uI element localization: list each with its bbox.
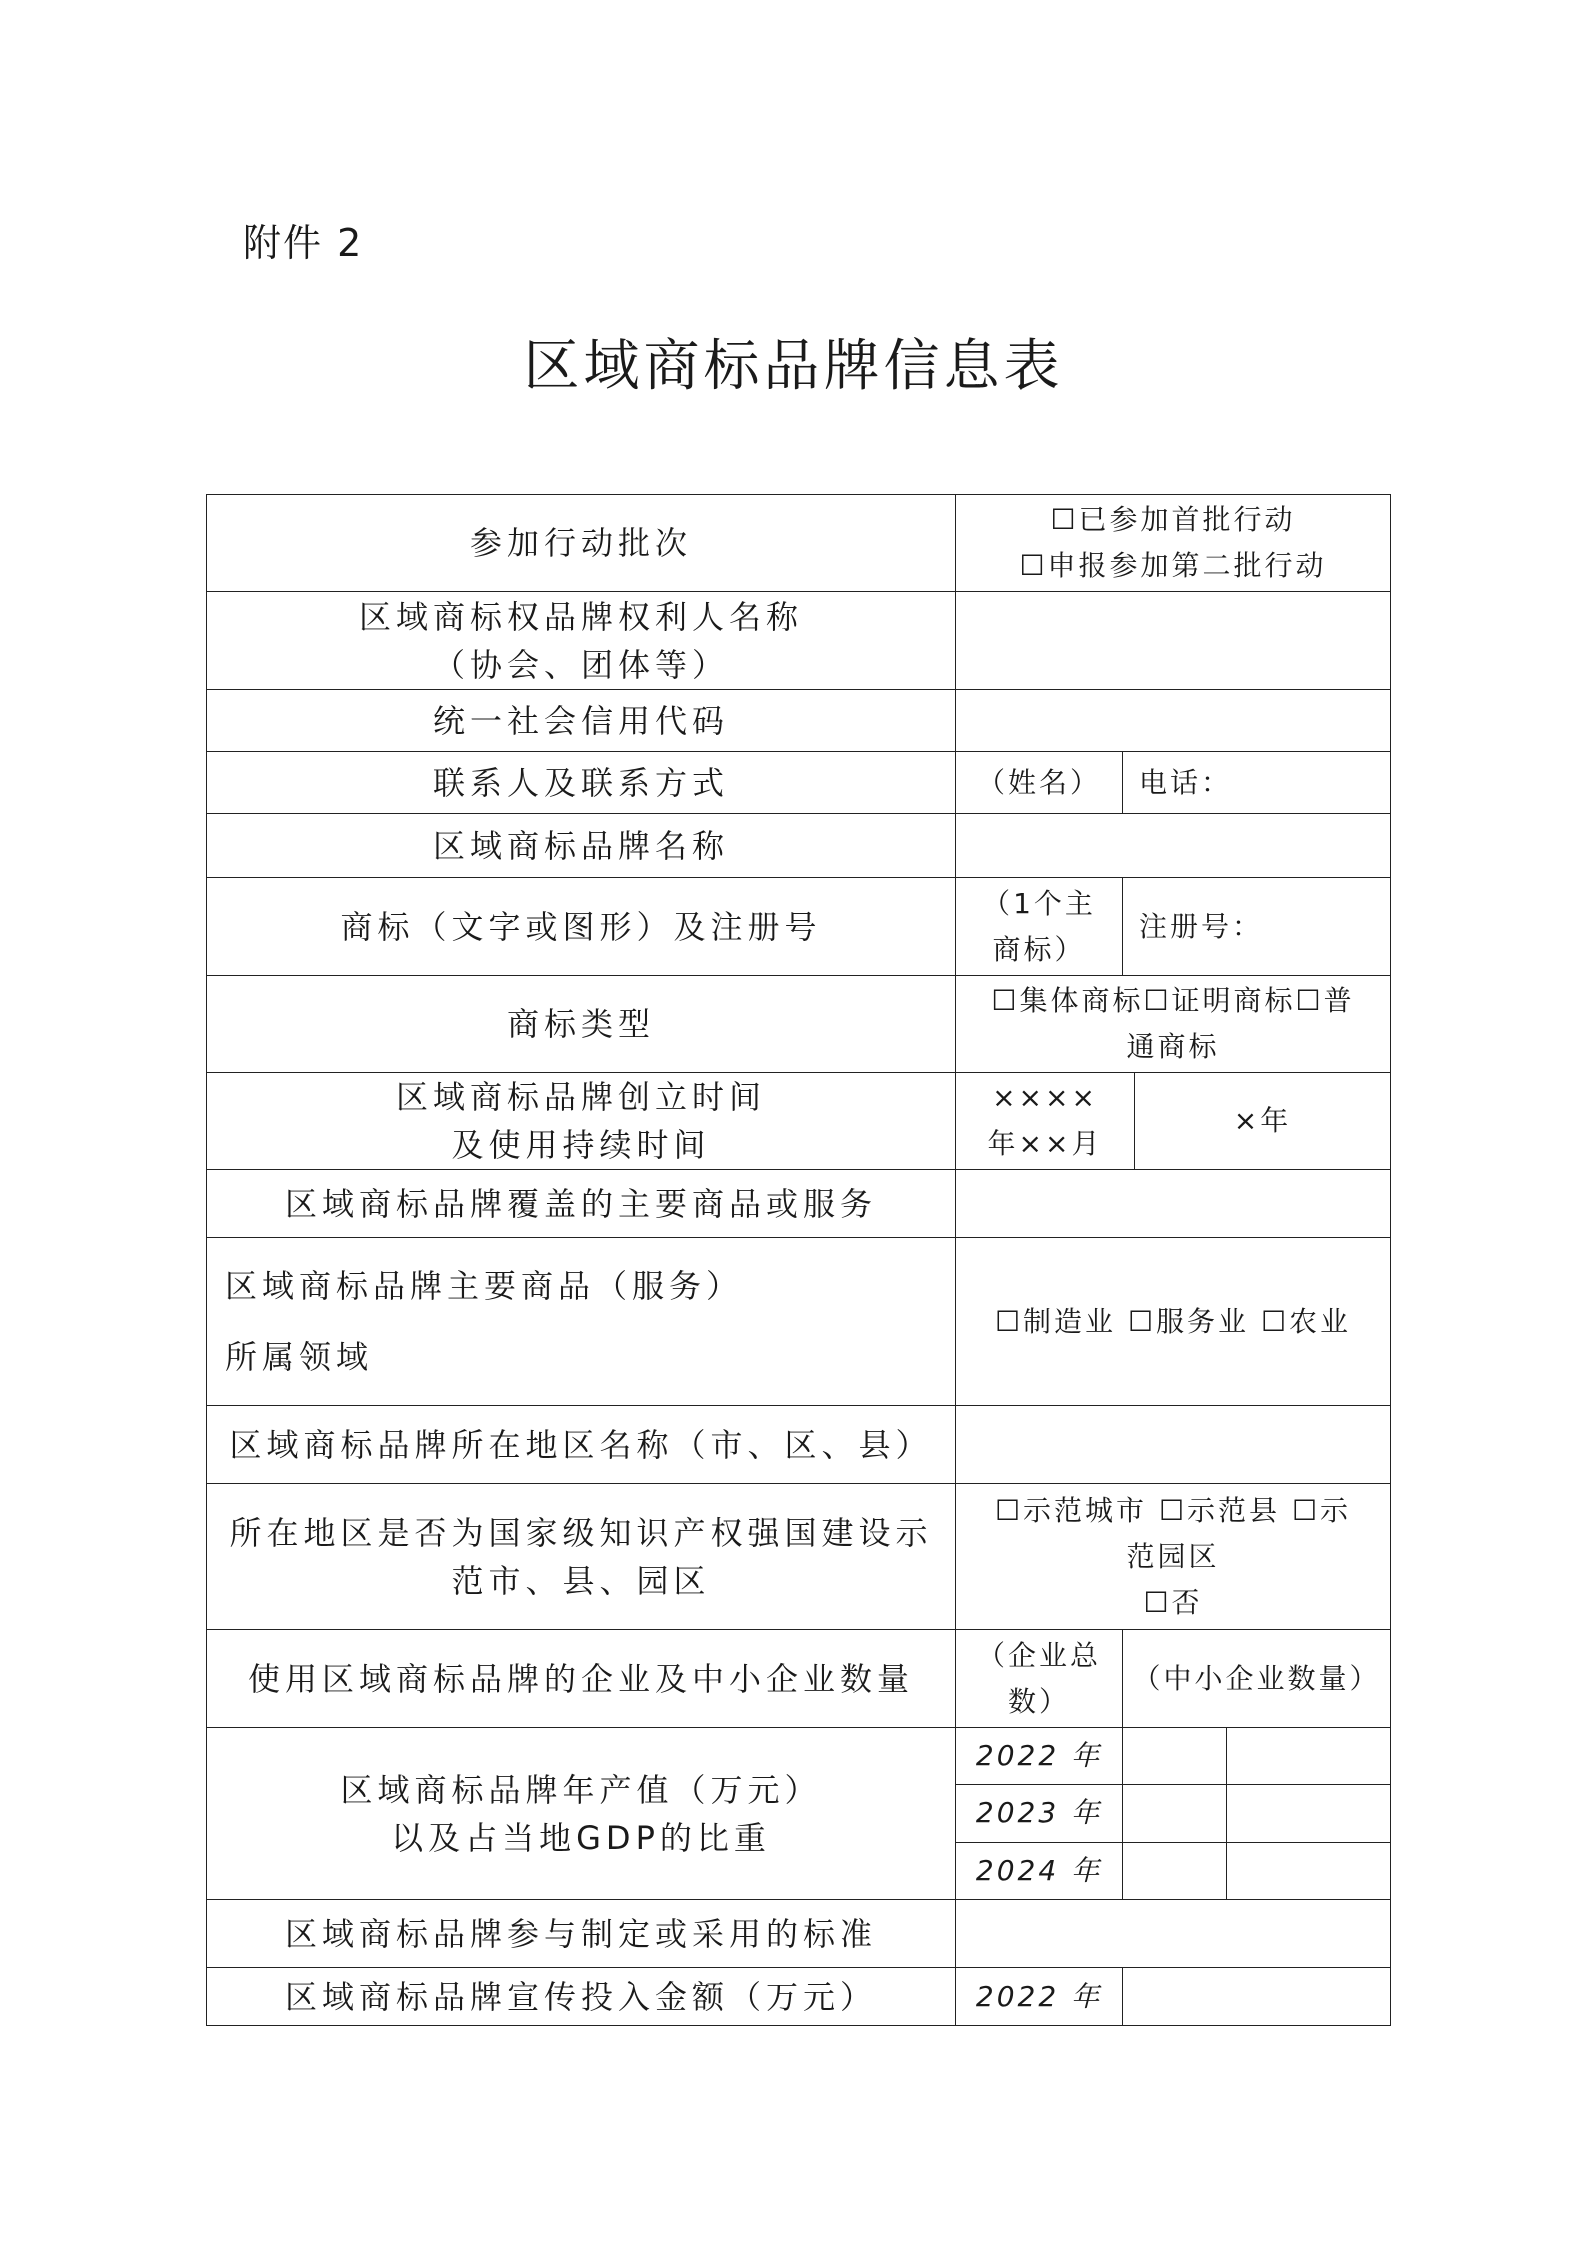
row-trademark [206, 878, 1391, 976]
row-output [206, 1728, 1391, 1900]
contact-value [956, 752, 1390, 813]
trademark-type-options[interactable]: ☐集体商标☐证明商标☐普 [991, 984, 1355, 1017]
trademark-main-cell[interactable]: （1个主 商标） [982, 886, 1096, 966]
companies-total-cell[interactable]: （企业总 数） [976, 1638, 1101, 1718]
output-value-cell[interactable] [1122, 1728, 1226, 1784]
output-value-cell[interactable] [1122, 1785, 1226, 1841]
batch-label: 参加行动批次 [207, 495, 956, 591]
attachment-label: 附件 2 [243, 221, 364, 265]
brand-name-label: 区域商标品牌名称 [207, 814, 956, 877]
promotion-amount-cell[interactable] [1122, 1968, 1390, 2025]
batch-value[interactable] [956, 495, 1390, 591]
output-value [956, 1728, 1390, 1899]
founded-value [956, 1073, 1390, 1169]
brand-name-value[interactable] [956, 814, 1390, 877]
founded-label: 区域商标品牌创立时间 及使用持续时间 [207, 1073, 956, 1169]
row-brand-name [206, 814, 1391, 878]
row-batch [206, 494, 1391, 592]
output-label: 区域商标品牌年产值（万元） 以及占当地GDP的比重 [207, 1728, 956, 1899]
output-row-2024: 2024 年 [956, 1842, 1390, 1899]
coverage-value[interactable] [956, 1170, 1390, 1237]
output-value-cell[interactable] [1122, 1843, 1226, 1899]
row-owner [206, 592, 1391, 690]
output-row-2022: 2022 年 [956, 1728, 1390, 1784]
companies-value [956, 1630, 1390, 1727]
row-coverage [206, 1170, 1391, 1238]
credit-code-value[interactable] [956, 690, 1390, 751]
standards-value[interactable] [956, 1900, 1390, 1967]
row-standards [206, 1900, 1391, 1968]
batch-option-second[interactable]: ☐申报参加第二批行动 [1019, 549, 1327, 582]
promotion-value [956, 1968, 1390, 2025]
row-region [206, 1406, 1391, 1484]
trademark-type-label: 商标类型 [207, 976, 956, 1072]
row-companies [206, 1630, 1391, 1728]
row-contact [206, 752, 1391, 814]
contact-label: 联系人及联系方式 [207, 752, 956, 813]
field-label: 区域商标品牌主要商品（服务） 所属领域 [207, 1238, 956, 1405]
demo-value[interactable]: ☐示范城市 ☐示范县 ☐示 范园区 ☐否 [956, 1484, 1390, 1629]
promotion-year-cell: 2022 年 [975, 1979, 1103, 2013]
region-label: 区域商标品牌所在地区名称（市、区、县） [207, 1406, 956, 1483]
page-title: 区域商标品牌信息表 [523, 334, 1064, 399]
contact-name-cell[interactable]: （姓名） [976, 765, 1101, 799]
batch-option-first[interactable]: ☐已参加首批行动 [1050, 503, 1296, 536]
promotion-label: 区域商标品牌宣传投入金额（万元） [207, 1968, 956, 2025]
row-trademark-type [206, 976, 1391, 1073]
output-row-2023: 2023 年 [956, 1784, 1390, 1841]
trademark-label: 商标（文字或图形）及注册号 [207, 878, 956, 975]
demo-label: 所在地区是否为国家级知识产权强国建设示 范市、县、园区 [207, 1484, 956, 1629]
companies-label: 使用区域商标品牌的企业及中小企业数量 [207, 1630, 956, 1727]
trademark-reg-cell[interactable]: 注册号： [1122, 878, 1390, 975]
output-gdp-cell[interactable] [1226, 1785, 1390, 1841]
demo-options[interactable]: ☐示范城市 ☐示范县 ☐示 [994, 1493, 1352, 1527]
coverage-label: 区域商标品牌覆盖的主要商品或服务 [207, 1170, 956, 1237]
trademark-value [956, 878, 1390, 975]
standards-label: 区域商标品牌参与制定或采用的标准 [207, 1900, 956, 1967]
trademark-type-value[interactable]: ☐集体商标☐证明商标☐普 通商标 [956, 976, 1390, 1072]
owner-label: 区域商标权品牌权利人名称 （协会、团体等） [207, 592, 956, 689]
output-gdp-cell[interactable] [1226, 1728, 1390, 1784]
region-value[interactable] [956, 1406, 1390, 1483]
field-options[interactable]: ☐制造业 ☐服务业 ☐农业 [994, 1304, 1352, 1338]
row-credit-code [206, 690, 1391, 752]
row-demo [206, 1484, 1391, 1630]
founded-duration-cell[interactable]: ×年 [1134, 1073, 1390, 1169]
output-gdp-cell[interactable] [1226, 1843, 1390, 1899]
row-founded [206, 1073, 1391, 1170]
companies-sme-cell[interactable]: （中小企业数量） [1122, 1630, 1390, 1727]
founded-date-cell[interactable]: ×××× 年××月 [987, 1081, 1103, 1160]
credit-code-label: 统一社会信用代码 [207, 690, 956, 751]
row-promotion [206, 1968, 1391, 2026]
field-value[interactable] [956, 1238, 1390, 1405]
info-form [206, 494, 1391, 2026]
demo-option-no[interactable]: ☐否 [1143, 1585, 1203, 1619]
owner-value[interactable] [956, 592, 1390, 689]
row-field [206, 1238, 1391, 1406]
contact-phone-cell[interactable]: 电话： [1122, 752, 1390, 813]
